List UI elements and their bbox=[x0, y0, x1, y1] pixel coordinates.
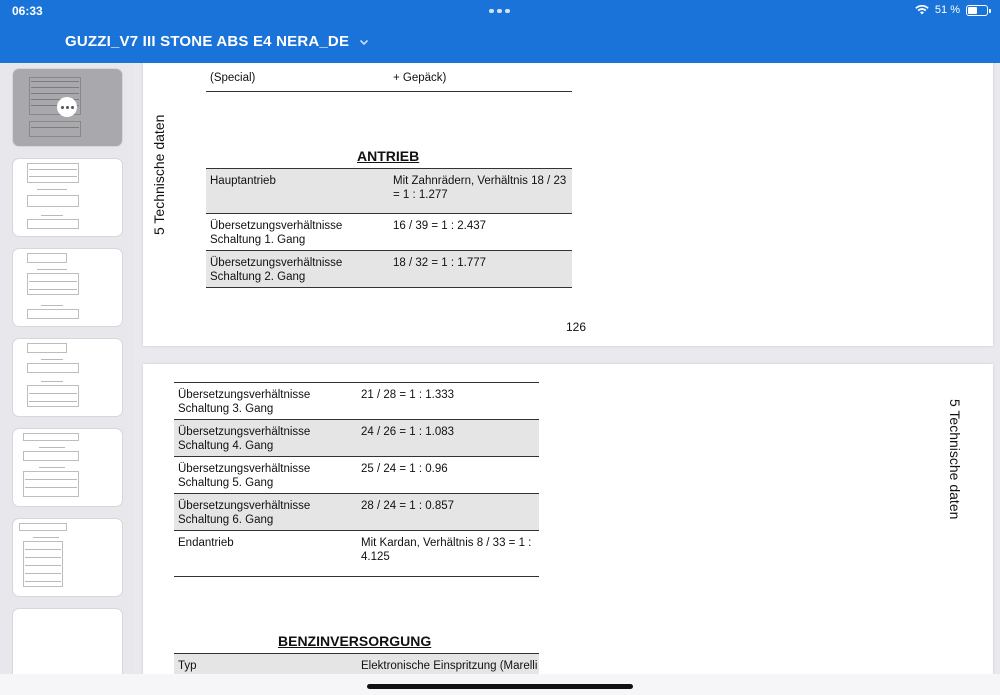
thumbnail-sidebar[interactable] bbox=[0, 63, 133, 695]
table-row bbox=[174, 383, 539, 420]
table-cell: 21 / 28 = 1 : 1.333 bbox=[361, 389, 455, 401]
document-view[interactable] bbox=[133, 63, 1000, 674]
table-row bbox=[206, 251, 572, 288]
table-row bbox=[206, 169, 572, 214]
table-cell: + Gepäck) bbox=[393, 72, 447, 84]
table-cell: Übersetzungsverhältnisse Schaltung 4. Gang bbox=[178, 426, 311, 452]
page-side-label: 5 Technische daten bbox=[151, 114, 167, 235]
status-right bbox=[915, 4, 988, 16]
table-cell: Übersetzungsverhältnisse Schaltung 1. Gang bbox=[210, 220, 343, 246]
page-thumbnail[interactable] bbox=[13, 519, 122, 596]
table-cell: Übersetzungsverhältnisse Schaltung 2. Gang bbox=[210, 257, 343, 283]
page-127 bbox=[143, 364, 993, 674]
table-cell: Übersetzungsverhältnisse Schaltung 6. Gang bbox=[178, 500, 311, 526]
chevron-down-icon bbox=[359, 37, 369, 47]
table-cell: (Special) bbox=[210, 72, 256, 84]
table-cell: Typ bbox=[178, 660, 197, 672]
table-cell: Mit Zahnrädern, Verhältnis 18 / 23 = 1 : 1.277 bbox=[393, 175, 567, 201]
document-title-button[interactable] bbox=[65, 33, 369, 50]
status-time: 06:33 bbox=[12, 4, 43, 18]
table-row bbox=[174, 654, 539, 674]
table-cell: 16 / 39 = 1 : 2.437 bbox=[393, 220, 487, 232]
page-thumbnail[interactable] bbox=[13, 249, 122, 326]
page-number: 126 bbox=[566, 320, 587, 334]
table-cell: Mit Kardan, Verhältnis 8 / 33 = 1 : 4.125 bbox=[361, 537, 532, 563]
page-126 bbox=[143, 63, 993, 346]
section-title: BENZINVERSORGUNG bbox=[278, 633, 432, 649]
top-bar bbox=[0, 0, 1000, 63]
more-icon[interactable] bbox=[57, 97, 77, 117]
multitasking-dots[interactable] bbox=[489, 9, 510, 13]
battery-percent: 51 % bbox=[934, 4, 960, 16]
gear-table bbox=[174, 382, 539, 577]
page-thumbnail[interactable] bbox=[13, 69, 122, 146]
table-cell: 28 / 24 = 1 : 0.857 bbox=[361, 500, 455, 512]
top-table bbox=[206, 66, 572, 92]
page-side-label: 5 Technische daten bbox=[947, 399, 963, 520]
table-row bbox=[174, 531, 539, 577]
fuel-table bbox=[174, 653, 539, 674]
page-thumbnail[interactable] bbox=[13, 159, 122, 236]
table-cell: Endantrieb bbox=[178, 537, 234, 549]
table-row bbox=[206, 214, 572, 251]
table-cell: Übersetzungsverhältnisse Schaltung 5. Gang bbox=[178, 463, 311, 489]
section-title: ANTRIEB bbox=[357, 148, 420, 164]
page-thumbnail[interactable] bbox=[13, 429, 122, 506]
table-cell: 24 / 26 = 1 : 1.083 bbox=[361, 426, 455, 438]
battery-icon bbox=[966, 5, 988, 16]
antrieb-table bbox=[206, 168, 572, 288]
table-row bbox=[174, 494, 539, 531]
table-cell: Übersetzungsverhältnisse Schaltung 3. Gang bbox=[178, 389, 311, 415]
wifi-icon bbox=[915, 5, 929, 15]
table-cell: 18 / 32 = 1 : 1.777 bbox=[393, 257, 487, 269]
table-cell: Elektronische Einspritzung (Marelli bbox=[361, 660, 538, 672]
document-title: GUZZI_V7 III STONE ABS E4 NERA_DE bbox=[65, 33, 350, 50]
home-indicator[interactable] bbox=[367, 684, 633, 689]
table-row bbox=[174, 457, 539, 494]
table-cell: Hauptantrieb bbox=[210, 175, 276, 187]
table-cell: 25 / 24 = 1 : 0.96 bbox=[361, 463, 448, 475]
page-thumbnail[interactable] bbox=[13, 339, 122, 416]
table-row bbox=[174, 420, 539, 457]
